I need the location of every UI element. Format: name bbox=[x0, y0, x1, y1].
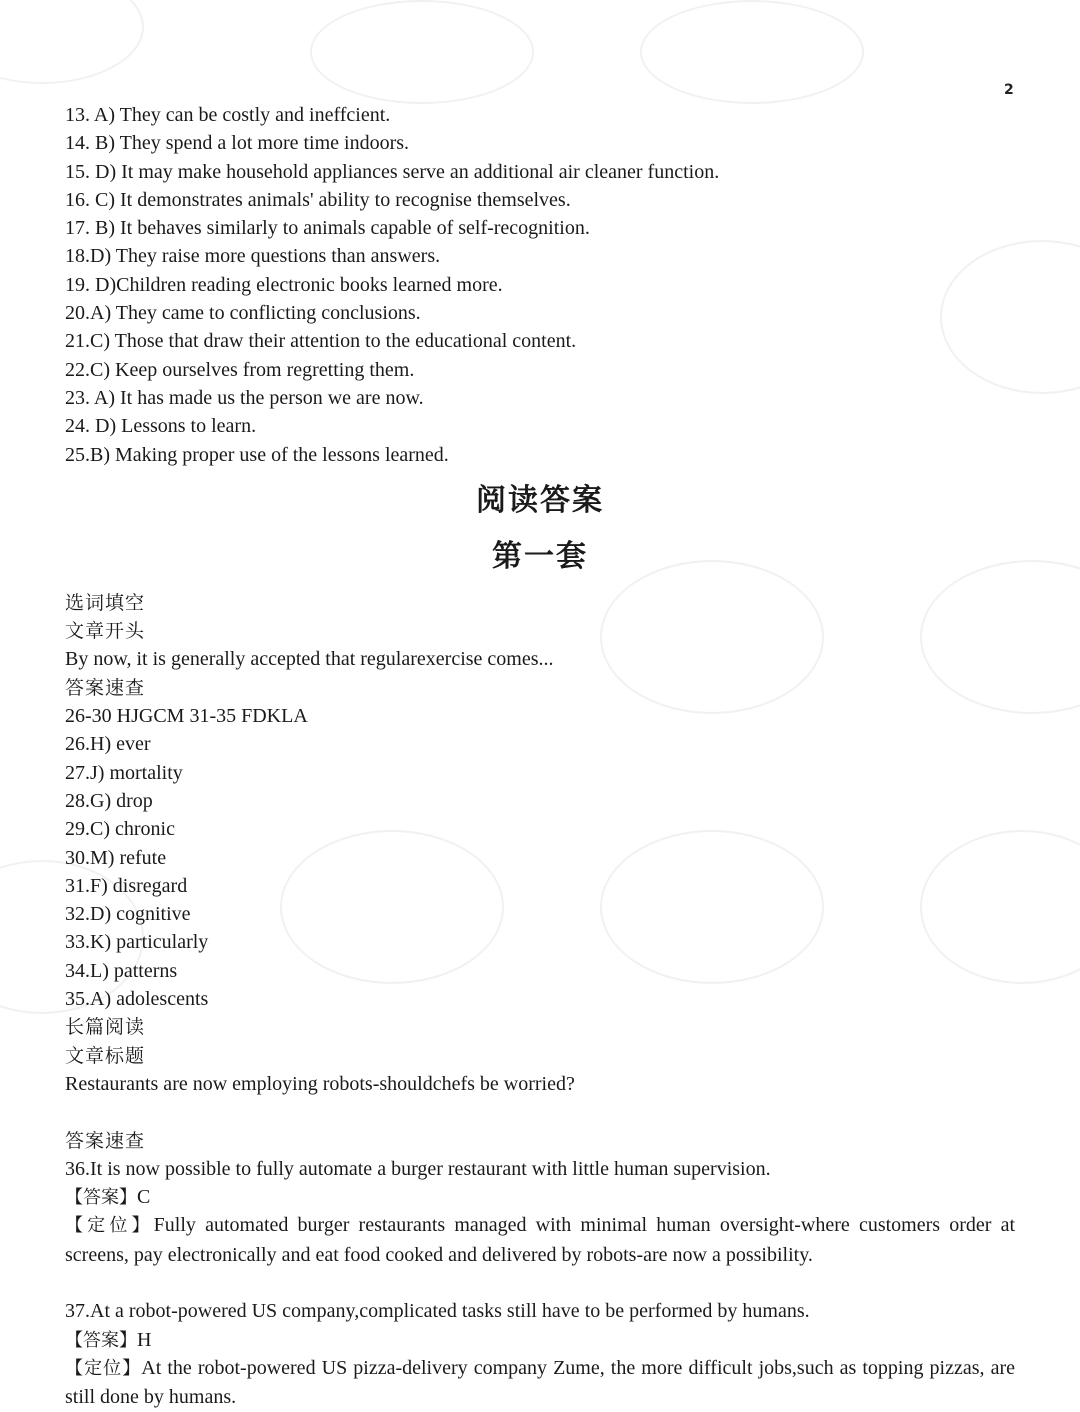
watermark-ring bbox=[310, 0, 534, 104]
answer-value: H bbox=[137, 1328, 152, 1351]
location-paragraph bbox=[65, 1354, 1015, 1412]
quick-check-summary: 26-30 HJGCM 31-35 FDKLA bbox=[65, 705, 308, 728]
section-label: 选词填空 bbox=[65, 591, 146, 614]
list-item: 28.G) drop bbox=[65, 789, 153, 812]
list-item: 17. B) It behaves similarly to animals capable of self-recognition. bbox=[65, 217, 590, 240]
quick-check-label: 答案速查 bbox=[65, 676, 146, 699]
spacer bbox=[65, 1098, 1015, 1126]
list-item: 13. A) They can be costly and ineffcient. bbox=[65, 104, 391, 126]
list-item: 33.K) particularly bbox=[65, 931, 209, 954]
document-body bbox=[65, 101, 1015, 1411]
list-item: 29.C) chronic bbox=[65, 818, 175, 841]
location-text: At the robot-powered US pizza-delivery company Zume, the more difficult jobs,such as topping pizzas, are still done by humans. bbox=[65, 1356, 1015, 1409]
location-tag: 【定位】 bbox=[65, 1357, 142, 1379]
reading-answers-heading: 阅读答案 bbox=[476, 482, 604, 518]
article-title-label: 文章标题 bbox=[65, 1044, 146, 1067]
list-item: 30.M) refute bbox=[65, 846, 167, 869]
section-banked-cloze bbox=[65, 589, 1015, 1013]
question-block bbox=[65, 1155, 1015, 1269]
list-item: 15. D) It may make household appliances serve an additional air cleaner function. bbox=[65, 160, 720, 183]
list-item: 14. B) They spend a lot more time indoors. bbox=[65, 132, 410, 155]
watermark-ring bbox=[640, 0, 864, 104]
list-item: 21.C) Those that draw their attention to the educational content. bbox=[65, 330, 577, 353]
question-block bbox=[65, 1297, 1015, 1411]
quick-check-label: 答案速查 bbox=[65, 1129, 146, 1152]
answer-tag: 【答案】 bbox=[65, 1329, 137, 1351]
watermark-ring bbox=[0, 0, 144, 84]
list-item: 34.L) patterns bbox=[65, 959, 178, 982]
location-paragraph bbox=[65, 1211, 1015, 1269]
list-item: 18.D) They raise more questions than answers. bbox=[65, 245, 441, 268]
page-number: 2 bbox=[1004, 82, 1014, 98]
location-text: Fully automated burger restaurants managed with minimal human oversight-where customers order at screens, pay electronically and eat food cooked and delivered by robots-are now a possibility. bbox=[65, 1214, 1015, 1266]
opening-text: By now, it is generally accepted that regularexercise comes... bbox=[65, 648, 554, 671]
section-label: 长篇阅读 bbox=[65, 1016, 146, 1039]
set-one-heading: 第一套 bbox=[492, 538, 588, 574]
answer-line bbox=[65, 1326, 1015, 1354]
opening-label: 文章开头 bbox=[65, 620, 146, 643]
location-tag: 【定位】 bbox=[65, 1215, 154, 1237]
list-item: 35.A) adolescents bbox=[65, 988, 209, 1011]
answer-value: C bbox=[137, 1186, 151, 1209]
question-text: 36.It is now possible to fully automate a burger restaurant with little human supervision. bbox=[65, 1157, 771, 1180]
list-item: 27.J) mortality bbox=[65, 761, 183, 784]
listening-answer-list bbox=[65, 101, 1015, 469]
list-item: 23. A) It has made us the person we are now. bbox=[65, 386, 424, 409]
list-item: 16. C) It demonstrates animals' ability to recognise themselves. bbox=[65, 188, 571, 211]
list-item: 19. D)Children reading electronic books learned more. bbox=[65, 273, 503, 296]
list-item: 26.H) ever bbox=[65, 733, 151, 756]
question-text: 37.At a robot-powered US company,complicated tasks still have to be performed by humans. bbox=[65, 1300, 810, 1323]
section-long-reading bbox=[65, 1013, 1015, 1411]
list-item: 32.D) cognitive bbox=[65, 903, 191, 926]
article-title: Restaurants are now employing robots-shouldchefs be worried? bbox=[65, 1072, 575, 1095]
list-item: 25.B) Making proper use of the lessons learned. bbox=[65, 443, 449, 466]
answer-line bbox=[65, 1183, 1015, 1211]
list-item: 20.A) They came to conflicting conclusions. bbox=[65, 302, 421, 325]
spacer bbox=[65, 1269, 1015, 1297]
list-item: 24. D) Lessons to learn. bbox=[65, 415, 257, 438]
answer-tag: 【答案】 bbox=[65, 1187, 137, 1209]
list-item: 31.F) disregard bbox=[65, 874, 188, 897]
list-item: 22.C) Keep ourselves from regretting them. bbox=[65, 358, 415, 381]
